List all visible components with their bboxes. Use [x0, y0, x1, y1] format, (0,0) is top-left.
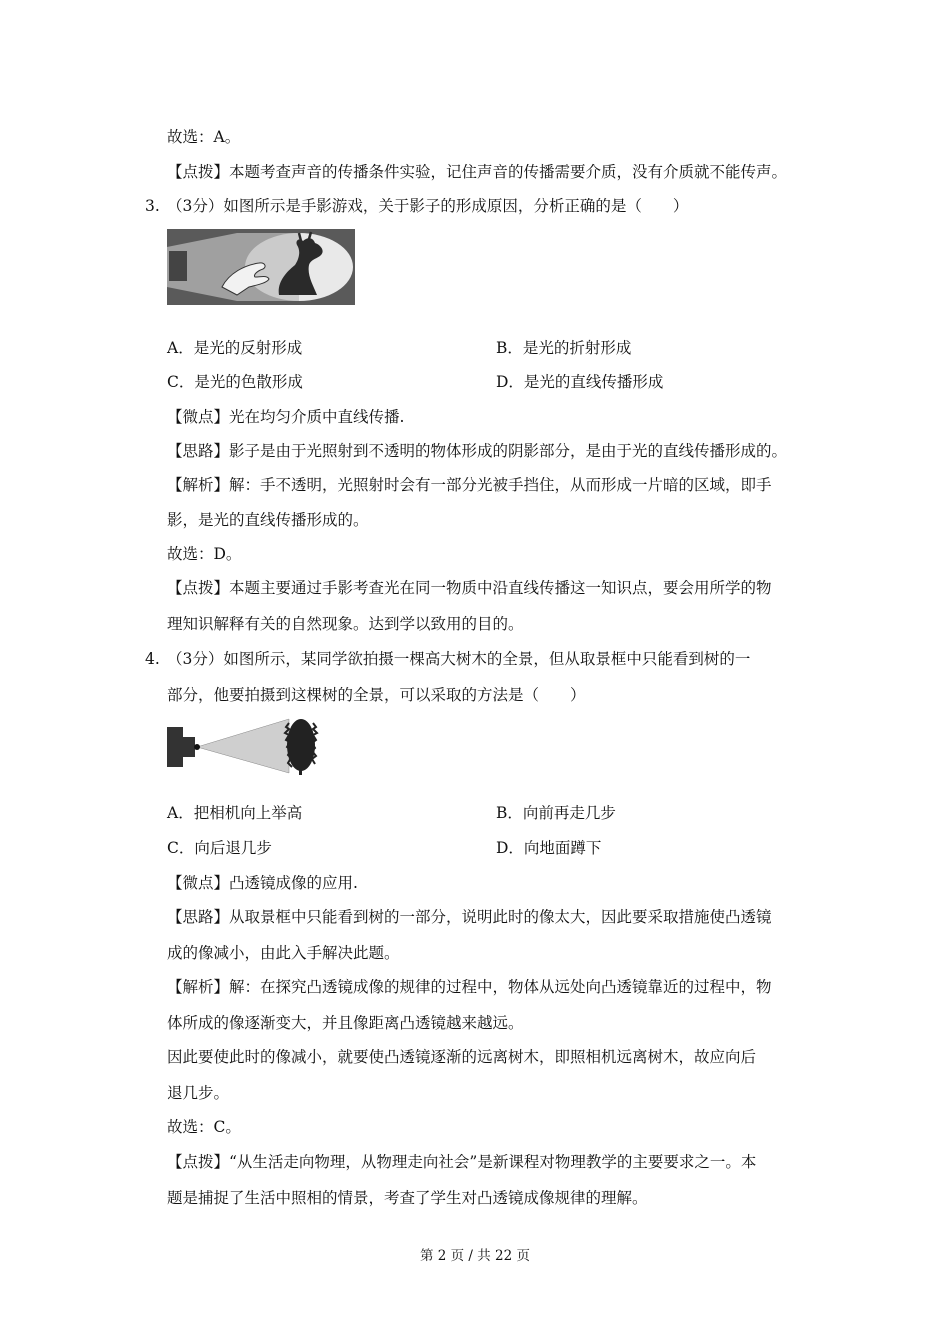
q2-tip: 【点拨】本题考查声音的传播条件实验，记住声音的传播需要介质，没有介质就不能传声。 — [167, 163, 788, 181]
q3-stem: （3分）如图所示是手影游戏，关于影子的形成原因，分析正确的是（ ） — [167, 197, 689, 215]
q3-option-d: D．是光的直线传播形成 — [496, 373, 664, 391]
q4-idea-line2: 成的像减小，由此入手解决此题。 — [167, 944, 400, 962]
q4-answer: 故选：C。 — [167, 1118, 241, 1136]
q4-stem-line1: （3分）如图所示，某同学欲拍摄一棵高大树木的全景，但从取景框中只能看到树的一 — [167, 650, 751, 668]
q4-tip-line2: 题是捕捉了生活中照相的情景，考查了学生对凸透镜成像规律的理解。 — [167, 1189, 648, 1207]
q4-option-c: C．向后退几步 — [167, 839, 272, 857]
q3-point: 【微点】光在均匀介质中直线传播. — [167, 408, 405, 426]
page-footer: 第 2 页 / 共 22 页 — [419, 1248, 531, 1264]
q3-option-b: B．是光的折射形成 — [496, 339, 632, 357]
q3-option-c: C．是光的色散形成 — [167, 373, 303, 391]
q3-number: 3. — [145, 197, 160, 215]
q3-analysis-line1: 【解析】解：手不透明，光照射时会有一部分光被手挡住，从而形成一片暗的区域，即手 — [167, 476, 772, 494]
q4-option-b: B．向前再走几步 — [496, 804, 616, 822]
q4-stem-line2: 部分，他要拍摄到这棵树的全景，可以采取的方法是（ ） — [167, 686, 586, 704]
q2-answer: 故选：A。 — [167, 128, 241, 146]
q4-analysis-line1: 【解析】解：在探究凸透镜成像的规律的过程中，物体从远处向凸透镜靠近的过程中，物 — [167, 978, 772, 996]
q3-tip-line1: 【点拨】本题主要通过手影考查光在同一物质中沿直线传播这一知识点，要会用所学的物 — [167, 579, 772, 597]
hand-shadow-figure — [167, 229, 355, 305]
q4-point: 【微点】凸透镜成像的应用. — [167, 874, 358, 892]
q3-answer: 故选：D。 — [167, 545, 242, 563]
q3-option-a: A．是光的反射形成 — [167, 339, 303, 357]
q4-idea-line1: 【思路】从取景框中只能看到树的一部分，说明此时的像太大，因此要采取措施使凸透镜 — [167, 908, 772, 926]
q4-option-d: D．向地面蹲下 — [496, 839, 602, 857]
q4-option-a: A．把相机向上举高 — [167, 804, 303, 822]
q3-analysis-line2: 影，是光的直线传播形成的。 — [167, 511, 369, 529]
q4-tip-line1: 【点拨】“从生活走向物理，从物理走向社会”是新课程对物理教学的主要要求之一。本 — [167, 1153, 757, 1171]
q4-analysis-line3: 因此要使此时的像减小，就要使凸透镜逐渐的远离树木，即照相机远离树木，故应向后 — [167, 1048, 757, 1066]
q3-idea: 【思路】影子是由于光照射到不透明的物体形成的阴影部分，是由于光的直线传播形成的。 — [167, 442, 788, 460]
q4-analysis-line4: 退几步。 — [167, 1084, 230, 1102]
q4-analysis-line2: 体所成的像逐渐变大，并且像距离凸透镜越来越远。 — [167, 1014, 524, 1032]
q3-tip-line2: 理知识解释有关的自然现象。达到学以致用的目的。 — [167, 615, 524, 633]
camera-tree-figure — [167, 715, 319, 777]
q4-number: 4. — [145, 650, 160, 668]
